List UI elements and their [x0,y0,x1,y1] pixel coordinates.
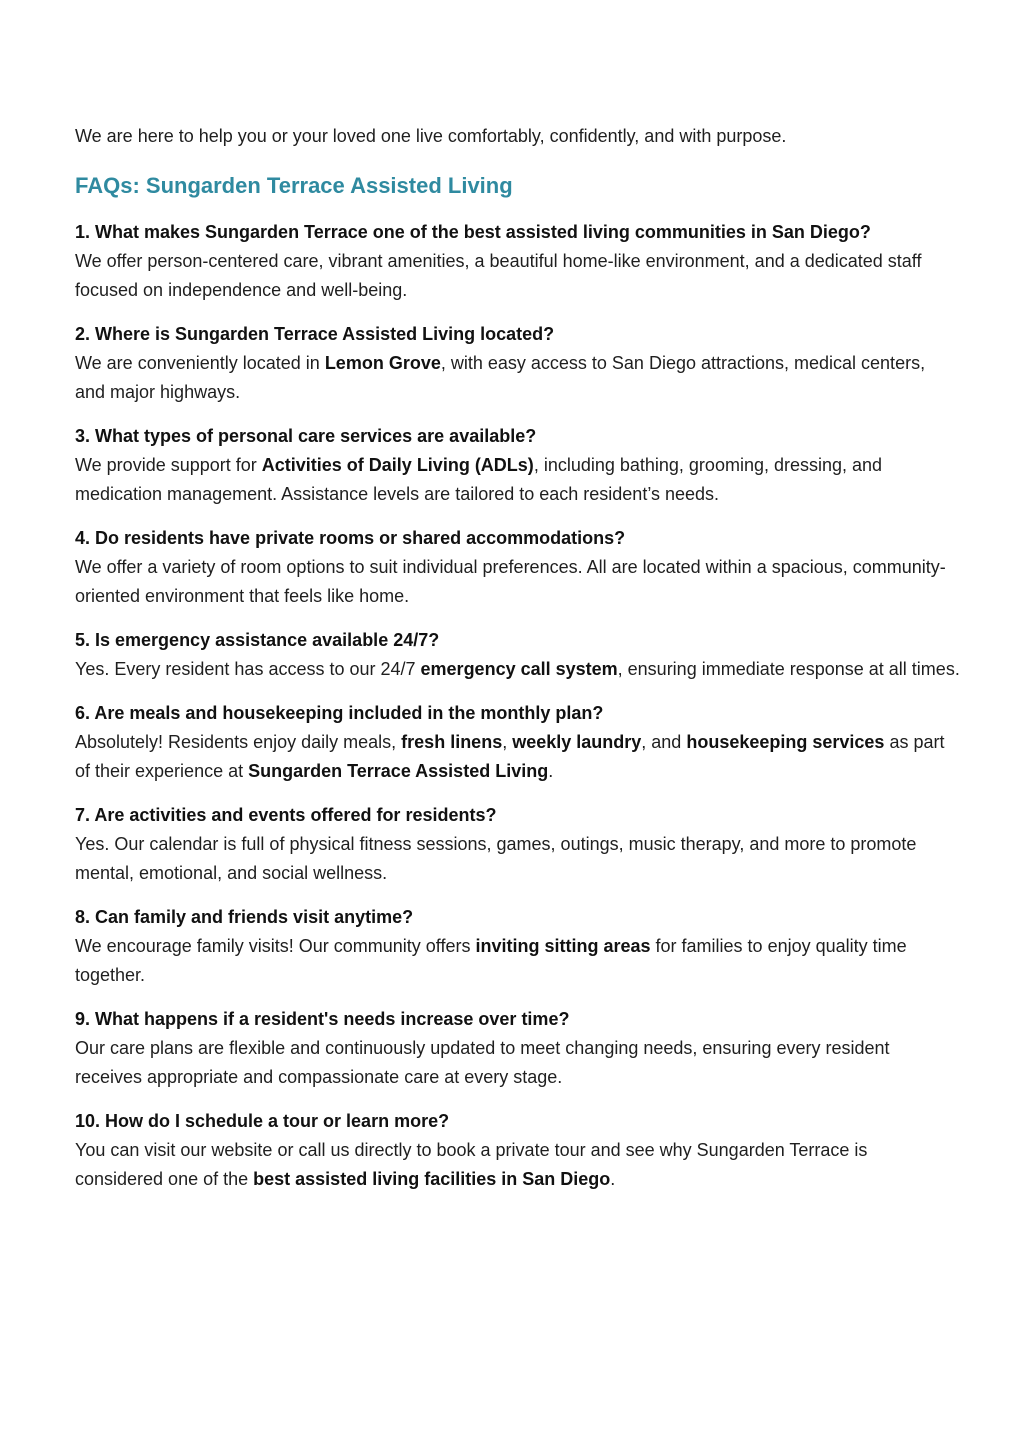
faq-answer [75,1136,960,1194]
answer-bold-text: Lemon Grove [324,353,441,373]
faq-question: 4. Do residents have private rooms or shared accommodations? [75,528,626,548]
faq-answer [75,932,960,990]
faq-item [75,1005,960,1092]
answer-bold-text: Activities of Daily Living (ADLs) [261,455,534,475]
answer-text: We offer person-centered care, vibrant amenities, a beautiful home-like environment, and a dedicated staff focused on independence and well-being. [75,251,922,300]
faq-question: 10. How do I schedule a tour or learn more? [75,1111,450,1131]
faq-question: 5. Is emergency assistance available 24/7? [75,630,440,650]
faq-answer [75,247,960,305]
faq-item [75,626,960,684]
faq-question: 7. Are activities and events offered for residents? [75,805,497,825]
answer-bold-text: emergency call system [420,659,618,679]
answer-text: We are conveniently located in [75,353,325,373]
faq-item [75,320,960,407]
faq-item [75,699,960,786]
document-content [75,122,960,1194]
answer-text: , [502,732,513,752]
faq-answer [75,349,960,407]
faq-answer [75,655,960,684]
faq-answer [75,728,960,786]
faq-question: 2. Where is Sungarden Terrace Assisted Living located? [75,324,555,344]
faq-item [75,524,960,611]
answer-text: You can visit our website or call us directly to book a private tour and see why Sungarden Terrace is considered one of the [75,1140,868,1189]
answer-bold-text: best assisted living facilities in San Diego [253,1169,611,1189]
faq-question: 3. What types of personal care services are available? [75,426,537,446]
answer-text: , including bathing, grooming, dressing, and medication management. Assistance levels are tailored to each resident’s needs. [75,455,883,504]
answer-text: as part of their experience at [75,732,945,781]
answer-text: , with easy access to San Diego attractions, medical centers, and major highways. [75,353,926,402]
faq-answer [75,553,960,611]
faq-answer [75,830,960,888]
faq-item [75,422,960,509]
faq-item [75,218,960,305]
answer-text: We encourage family visits! Our community offers [75,936,476,956]
faq-question: 9. What happens if a resident's needs increase over time? [75,1009,570,1029]
answer-bold-text: fresh linens [401,732,503,752]
answer-text: . [610,1169,616,1189]
faq-item [75,801,960,888]
faq-item [75,903,960,990]
faq-question: 6. Are meals and housekeeping included in the monthly plan? [75,703,604,723]
answer-text: for families to enjoy quality time together. [75,936,907,985]
answer-text: We provide support for [75,455,262,475]
intro-text: We are here to help you or your loved one live comfortably, confidently, and with purpose. [75,126,787,146]
answer-text: , ensuring immediate response at all times. [617,659,960,679]
answer-text: . [548,761,554,781]
answer-text: Yes. Every resident has access to our 24/7 [75,659,421,679]
faq-answer [75,451,960,509]
answer-bold-text: Sungarden Terrace Assisted Living [248,761,549,781]
answer-bold-text: inviting sitting areas [475,936,651,956]
answer-text: , and [641,732,687,752]
faq-question: 8. Can family and friends visit anytime? [75,907,414,927]
faq-question: 1. What makes Sungarden Terrace one of the best assisted living communities in San Diego? [75,222,871,242]
answer-bold-text: weekly laundry [512,732,642,752]
faq-heading: FAQs: Sungarden Terrace Assisted Living [75,173,513,198]
faq-item [75,1107,960,1194]
faq-list [75,218,960,1194]
answer-text: We offer a variety of room options to suit individual preferences. All are located within a spacious, community-oriented environment that feels like home. [75,557,946,606]
answer-text: Our care plans are flexible and continuously updated to meet changing needs, ensuring every resident receives appropriate and compassionate care at every stage. [75,1038,890,1087]
answer-text: Absolutely! Residents enjoy daily meals, [75,732,402,752]
answer-bold-text: housekeeping services [686,732,885,752]
faq-answer [75,1034,960,1092]
answer-text: Yes. Our calendar is full of physical fitness sessions, games, outings, music therapy, and more to promote mental, emotional, and social wellness. [75,834,917,883]
